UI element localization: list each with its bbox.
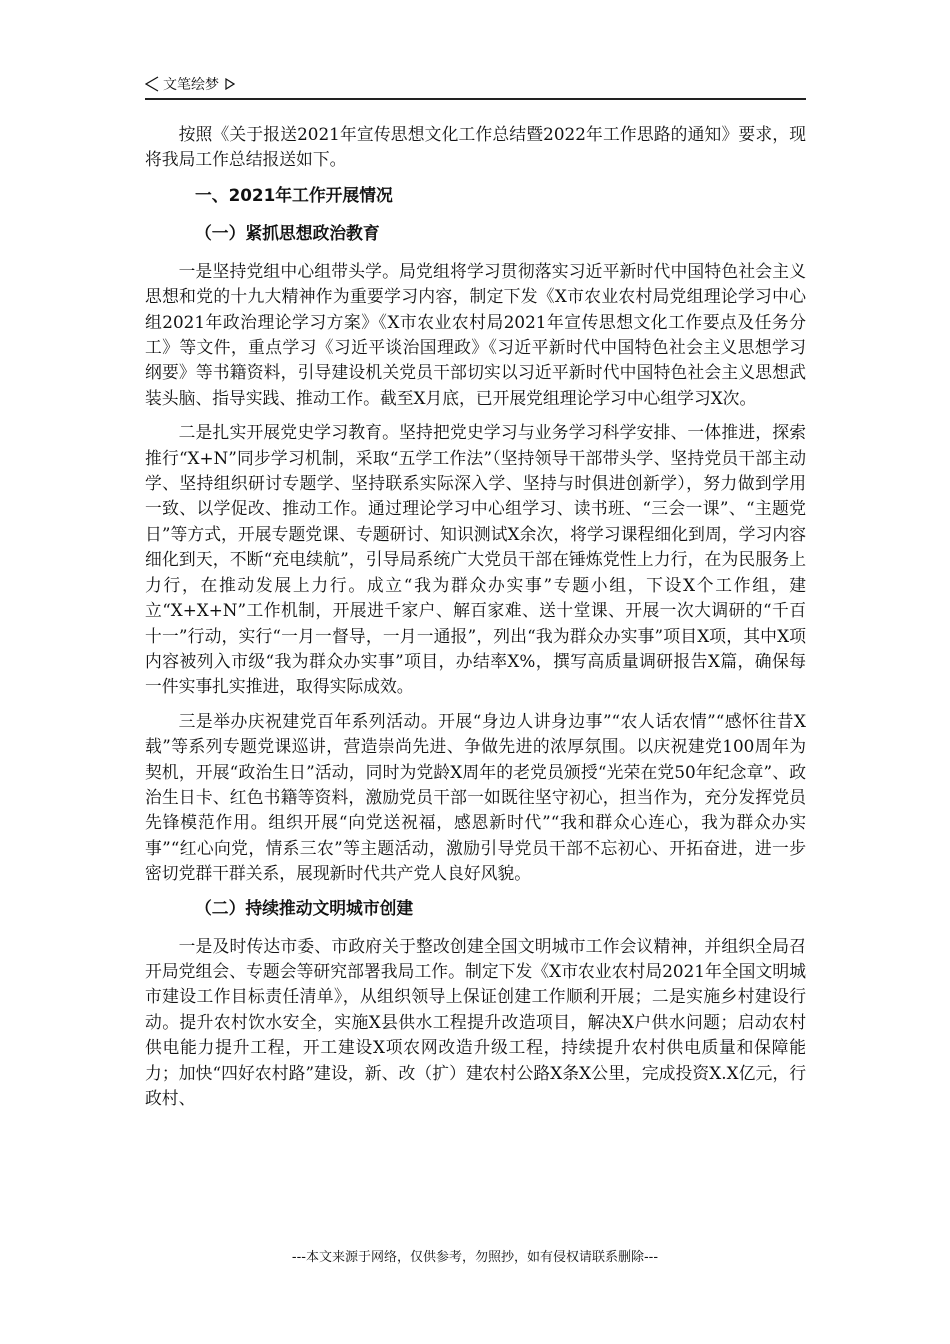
- paragraph-1: 一是坚持党组中心组带头学。局党组将学习贯彻落实习近平新时代中国特色社会主义思想和党的十九大精神作为重要学习内容，制定下发《X市农业农村局党组理论学习中心组2021年政治理论学习方案》《X市农业农村局2021年宣传思想文化工作要点及任务分工》等文件，重点学习《习近平谈治国理政》《习近平新时代中国特色社会主义思想学习纲要》等书籍资料，引导建设机关党员干部切实以习近平新时代中国特色社会主义思想武装头脑、指导实践、推动工作。截至X月底，已开展党组理论学习中心组学习X次。: [145, 260, 806, 408]
- document-body: [145, 122, 806, 1120]
- left-triangle-icon: [145, 76, 159, 92]
- paragraph-2: 二是扎实开展党史学习教育。坚持把党史学习与业务学习科学安排、一体推进，探索推行“X+N”同步学习机制，采取“五学工作法”（坚持领导干部带头学、坚持党员干部主动学、坚持组织研讨专题学、坚持联系实际深入学、坚持与时俱进创新学），努力做到学用一致、以学促改、推动工作。通过理论学习中心组学习、读书班、“三会一课”、“主题党日”等方式，开展专题党课、专题研讨、知识测试X余次，将学习课程细化到周，学习内容细化到天，不断“充电续航”，引导局系统广大党员干部在锤炼党性上力行，在为民服务上力行，在推动发展上力行。成立“我为群众办实事”专题小组，下设X个工作组，建立“X+X+N”工作机制，开展进千家户、解百家难、送十堂课、开展一次大调研的“千百十一”行动，实行“一月一督导，一月一通报”，列出“我为群众办实事”项目X项，其中X项内容被列入市级“我为群众办实事”项目，办结率X%，撰写高质量调研报告X篇，确保每一件实事扎实推进，取得实际成效。: [145, 422, 806, 697]
- section-heading: 一、2021年工作开展情况: [195, 184, 393, 205]
- page-footer-disclaimer: ---本文来源于网络，仅供参考，勿照抄，如有侵权请联系删除---: [291, 1250, 659, 1265]
- brand-text: 文笔绘梦: [163, 77, 219, 93]
- intro-paragraph: 按照《关于报送2021年宣传思想文化工作总结暨2022年工作思路的通知》要求，现将我局工作总结报送如下。: [145, 124, 806, 170]
- header-brand: [145, 74, 239, 94]
- paragraph-4: 一是及时传达市委、市政府关于整改创建全国文明城市工作会议精神，并组织全局召开局党组会、专题会等研究部署我局工作。制定下发《X市农业农村局2021年全国文明城市建设工作目标责任清单》，从组织领导上保证创建工作顺利开展；二是实施乡村建设行动。提升农村饮水安全，实施X县供水工程提升改造项目，解决X户供水问题；启动农村供电能力提升工程，开工建设X项农网改造升级工程，持续提升农村供电质量和保障能力；加快“四好农村路”建设，新、改（扩）建农村公路X条X公里，完成投资X.X亿元，行政村、: [145, 935, 806, 1108]
- page-header: [145, 72, 806, 100]
- paragraph-3: 三是举办庆祝建党百年系列活动。开展“身边人讲身边事”“农人话农情”“感怀往昔X载”等系列专题党课巡讲，营造崇尚先进、争做先进的浓厚氛围。以庆祝建党100周年为契机，开展“政治生日”活动，同时为党龄X周年的老党员颁授“光荣在党50年纪念章”、政治生日卡、红色书籍等资料，激励党员干部一如既往坚守初心，担当作为，充分发挥党员先锋模范作用。组织开展“向党送祝福，感恩新时代”“我和群众心连心，我为群众办实事”“红心向党，情系三农”等主题活动，激励引导党员干部不忘初心、开拓奋进，进一步密切党群干群关系，展现新时代共产党人良好风貌。: [145, 710, 806, 884]
- subsection-heading-1: （一）紧抓思想政治教育: [195, 222, 380, 243]
- subsection-heading-2: （二）持续推动文明城市创建: [195, 897, 414, 918]
- right-triangle-icon: [225, 78, 235, 90]
